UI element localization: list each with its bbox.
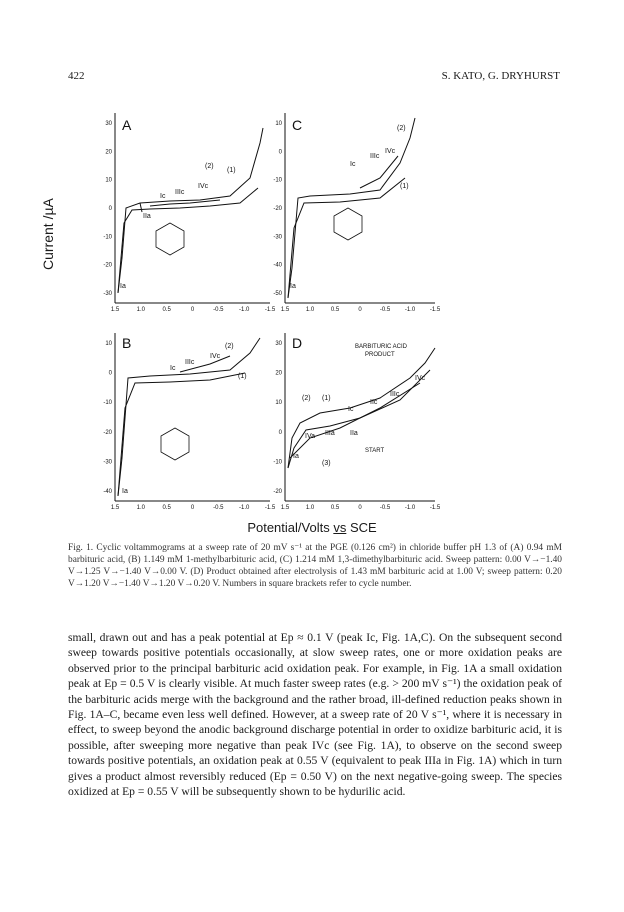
panel-label-d: D <box>292 335 303 351</box>
y-tick-label: 10 <box>275 400 282 407</box>
label-start: START <box>365 448 385 454</box>
peak-label-ia-b: Ia <box>122 488 128 495</box>
peak-label-iiia-d: IIIa <box>325 430 335 437</box>
peak-label-ic-a: Ic <box>160 193 166 200</box>
x-tick-label: 1.0 <box>136 505 146 511</box>
x-tick-label: -1.0 <box>238 307 250 313</box>
y-tick-label: 20 <box>105 149 112 156</box>
voltammogram-d <box>288 348 435 468</box>
x-tick-label: 1.0 <box>136 307 146 313</box>
x-tick-label: 0 <box>358 307 362 313</box>
peak-label-ivc-d: IVc <box>415 375 426 382</box>
structure-dimethylbarbituric-acid <box>334 208 362 240</box>
y-tick-label: 0 <box>278 149 282 156</box>
peak-label-ia-c: Ia <box>290 283 296 290</box>
x-tick-label: 1.5 <box>110 307 120 313</box>
figure-caption: Fig. 1. Cyclic voltammograms at a sweep rate of 20 mV s⁻¹ at the PGE (0.126 cm²) in chloride buffer pH 1.3 of (A) 0.94 mM barbituric acid, (B) 1.149 mM 1-methylbarbituric acid, (C) 1.214 mM 1,3-dimethylbarbituric acid. Sweep pattern: 0.00 V→−1.40 V→1.25 V→−1.40 V→0.00 V. (D) Product obtained after electrolysis of 1.43 mM barbituric acid at 1.00 V; sweep pattern: 0.20 V→1.20 V→−1.40 V→1.20 V→0.20 V. Numbers in square brackets refer to cycle number. <box>68 543 562 589</box>
peak-label-ia-d: Ia <box>293 453 299 460</box>
y-tick-label: -10 <box>103 234 112 241</box>
cycle-2-c: (2) <box>397 125 406 132</box>
peak-label-iiic-a: IIIc <box>175 189 185 196</box>
peak-label-ivc-b: IVc <box>210 353 221 360</box>
panel-label-a: A <box>122 117 132 133</box>
cycle-2-d: (2) <box>302 395 311 402</box>
y-tick-label: -40 <box>273 262 282 269</box>
y-tick-label: -20 <box>273 489 282 495</box>
structure-methylbarbituric-acid <box>161 428 189 460</box>
panel-a <box>115 113 270 303</box>
y-tick-label: -20 <box>103 262 112 269</box>
x-tick-label: -1.5 <box>264 307 276 313</box>
peak-label-iva-d: IVa <box>305 433 315 440</box>
panel-label-b: B <box>122 335 132 351</box>
x-tick-label: -1.5 <box>429 505 441 511</box>
label-product: PRODUCT <box>365 352 395 358</box>
panel-c <box>285 113 435 303</box>
y-tick-label: 30 <box>275 341 282 347</box>
x-tick-label: -1.0 <box>238 505 250 511</box>
y-tick-label: -30 <box>103 459 112 466</box>
x-tick-label: -1.0 <box>404 307 416 313</box>
cycle-2-a: (2) <box>205 163 214 170</box>
y-tick-label: -10 <box>273 177 282 184</box>
y-tick-label: 0 <box>108 206 112 212</box>
y-tick-label: 0 <box>278 429 282 436</box>
voltammogram-c <box>288 118 415 298</box>
y-tick-label: 10 <box>105 177 112 184</box>
structure-barbituric-acid <box>156 223 184 255</box>
x-tick-label: 0.5 <box>162 505 171 511</box>
y-tick-label: -10 <box>273 459 282 466</box>
peak-label-iia-d: IIa <box>350 430 358 437</box>
y-tick-label: -10 <box>103 400 112 407</box>
peak-label-iiic-d: IIIc <box>390 391 400 398</box>
cycle-1-d: (1) <box>322 395 331 402</box>
x-tick-label: 0.5 <box>330 505 340 511</box>
y-tick-label: 10 <box>275 121 282 127</box>
x-tick-label: -1.0 <box>404 505 416 511</box>
panel-d <box>285 333 435 501</box>
figure-1 <box>80 108 480 518</box>
peak-label-ivc-a: IVc <box>198 183 209 190</box>
x-tick-label: 1.5 <box>280 307 290 313</box>
x-tick-label: 1.5 <box>280 505 290 511</box>
x-tick-label: -0.5 <box>213 307 224 313</box>
voltammogram-a <box>118 128 263 293</box>
x-tick-label: -0.5 <box>379 307 391 313</box>
cycle-1-a: (1) <box>227 167 236 174</box>
y-tick-label: 30 <box>105 121 112 127</box>
x-tick-label: -0.5 <box>213 505 224 511</box>
x-tick-label: -0.5 <box>379 505 391 511</box>
y-axis-label: Current /µA <box>40 198 56 270</box>
y-tick-label: -40 <box>103 489 112 495</box>
x-tick-label: 0.5 <box>162 307 171 313</box>
y-tick-label: -30 <box>103 291 112 297</box>
x-tick-label: 0 <box>358 505 362 511</box>
x-tick-label: 1.0 <box>305 505 315 511</box>
peak-label-iiic-b: IIIc <box>185 359 195 366</box>
cycle-3-d: (3) <box>322 460 331 467</box>
x-tick-label: -1.5 <box>429 307 441 313</box>
x-tick-label: 0.5 <box>330 307 340 313</box>
x-tick-label: 1.0 <box>305 307 315 313</box>
x-axis-label: Potential/Volts vs SCE <box>247 520 377 535</box>
x-tick-label: 1.5 <box>110 505 120 511</box>
peak-label-iia-a: IIa <box>143 213 151 220</box>
x-tick-label: 0 <box>190 307 195 313</box>
peak-label-ic-b: Ic <box>170 365 176 372</box>
y-tick-label: 0 <box>108 370 112 377</box>
peak-label-iiic-c: IIIc <box>370 153 380 160</box>
peak-label-ia-a: Ia <box>120 283 126 290</box>
body-paragraph: small, drawn out and has a peak potential at Ep ≈ 0.1 V (peak Ic, Fig. 1A,C). On the subsequent second sweep towards positive potentials occasionally, at slow sweep rates, one or more oxidation peaks are observed prior to the principal barbituric acid oxidation peak. For example, in Fig. 1A a small oxidation peak at Ep = 0.5 V is clearly visible. At much faster sweep rates (e.g. > 200 mV s⁻¹) the oxidation peak of the barbituric acids merge with the background and the rather broad, ill-defined reduction peaks shown in Fig. 1A–C, became even less well defined. However, at a sweep rate of 20 V s⁻¹, where it is necessary in effect, to sweep beyond the anodic background discharge potential in order to oxidize barbituric acid, it is possible, after sweeping more negative than peak IVc (see Fig. 1A), to observe on the second sweep towards positive potentials, an oxidation peak at 0.55 V (equivalent to peak IIIa in Fig. 1A) which in turn gives a product almost reversibly reduced (Ep = 0.50 V) on the next negative-going sweep. The species oxidized at Ep = 0.55 V will be subsequently shown to be hydurilic acid. <box>68 631 562 799</box>
peak-label-ic-c: Ic <box>350 161 356 168</box>
peak-label-iic-d: IIc <box>370 399 378 406</box>
cycle-1-b: (1) <box>238 373 247 380</box>
cycle-2-b: (2) <box>225 343 234 350</box>
x-tick-label: 0 <box>190 505 195 511</box>
page-number: 422 <box>68 70 85 82</box>
peak-label-ivc-c: IVc <box>385 148 396 155</box>
y-tick-label: -30 <box>273 234 282 241</box>
y-tick-label: -20 <box>103 429 112 436</box>
y-tick-label: -50 <box>273 291 282 297</box>
panel-label-c: C <box>292 117 303 133</box>
y-tick-label: 20 <box>275 370 282 377</box>
y-tick-label: -20 <box>273 206 282 212</box>
x-tick-label: -1.5 <box>264 505 276 511</box>
peak-label-ic-d: Ic <box>348 406 354 413</box>
cycle-1-c: (1) <box>400 183 409 190</box>
label-barbituric-acid: BARBITURIC ACID <box>355 344 408 350</box>
y-tick-label: 10 <box>105 341 112 347</box>
running-head: S. KATO, G. DRYHURST <box>441 70 560 82</box>
